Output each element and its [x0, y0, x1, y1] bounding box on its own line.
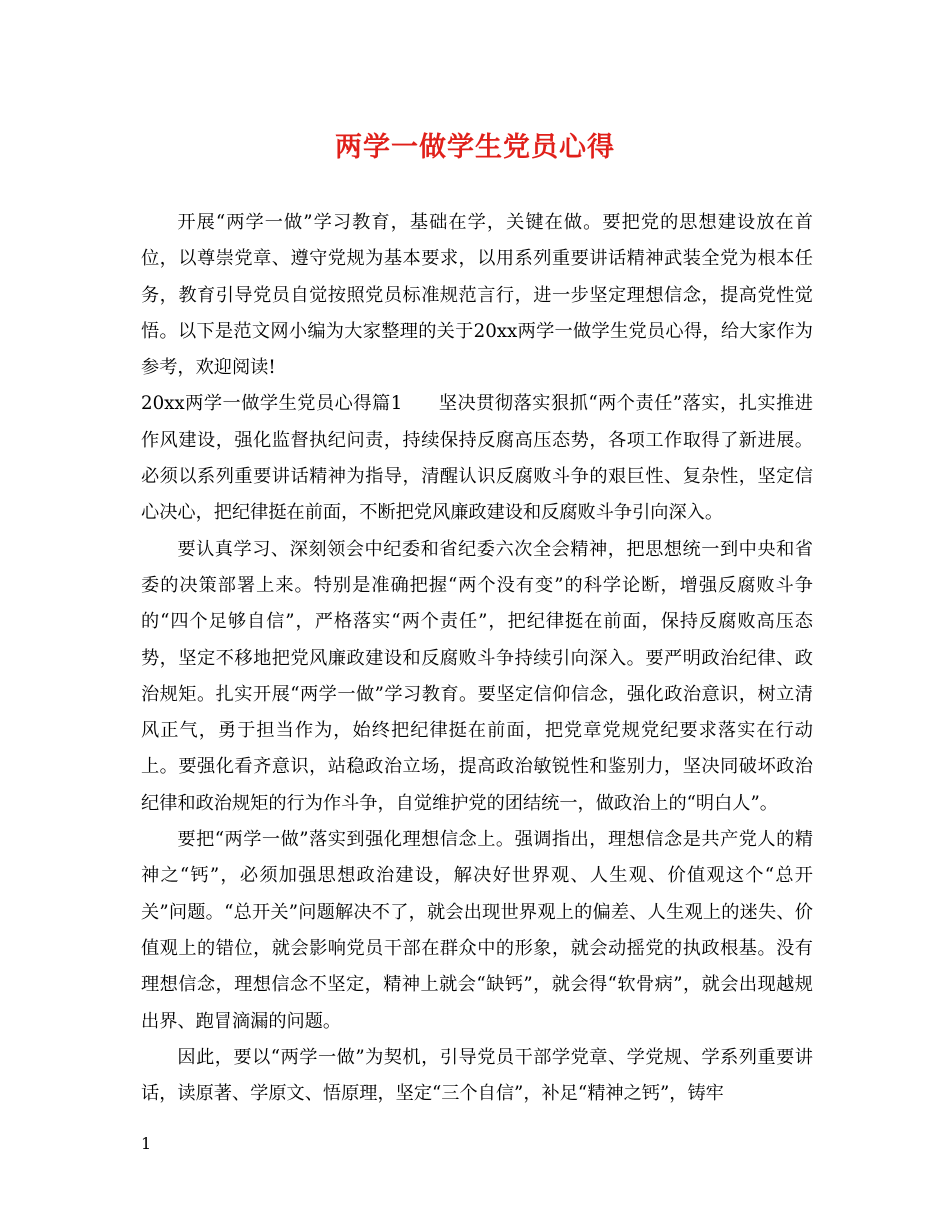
page-number: 1 — [141, 1134, 152, 1153]
body-paragraph-3: 因此，要以“两学一做”为契机，引导党员干部学党章、学党规、学系列重要讲话，读原著、学原文、悟原理，坚定“三个自信”，补足“精神之钙”，铸牢 — [141, 1046, 813, 1105]
body-paragraph-2: 要把“两学一做”落实到强化理想信念上。强调指出，理想信念是共产党人的精神之“钙”，必须加强思想政治建设，解决好世界观、人生观、价值观这个“总开关”问题。“总开关”问题解决不了，就会出现世界观上的偏差、人生观上的迷失、价值观上的错位，就会影响党员干部在群众中的形象，就会动摇党的执政根基。没有理想信念，理想信念不坚定，精神上就会“缺钙”，就会得“软骨病”，就会出现越规出界、跑冒滴漏的问题。 — [141, 829, 813, 1032]
section-heading: 20xx两学一做学生党员心得篇1 — [141, 393, 403, 415]
intro-paragraph: 开展“两学一做”学习教育，基础在学，关键在做。要把党的思想建设放在首位，以尊崇党章、遵守党规为基本要求，以用系列重要讲话精神武装全党为根本任务，教育引导党员自觉按照党员标准规范言行，进一步坚定理想信念，提高党性觉悟。以下是范文网小编为大家整理的关于20xx两学一做学生党员心得，给大家作为参考，欢迎阅读! — [141, 212, 813, 379]
section-first-paragraph: 坚决贯彻落实狠抓“两个责任”落实，扎实推进作风建设，强化监督执纪问责，持续保持反腐高压态势，各项工作取得了新进展。必须以系列重要讲话精神为指导，清醒认识反腐败斗争的艰巨性、复杂性，坚定信心决心，把纪律挺在前面，不断把党风廉政建设和反腐败斗争引向深入。 — [141, 393, 813, 524]
section-first-paragraph-block — [141, 386, 813, 531]
document-body — [141, 205, 813, 1112]
document-title: 两学一做学生党员心得 — [335, 132, 615, 163]
body-paragraph-1: 要认真学习、深刻领会中纪委和省纪委六次全会精神，把思想统一到中央和省委的决策部署上来。特别是准确把握“两个没有变”的科学论断，增强反腐败斗争的“四个足够自信”，严格落实“两个责任”，把纪律挺在前面，保持反腐败高压态势，坚定不移地把党风廉政建设和反腐败斗争持续引向深入。要严明政治纪律、政治规矩。扎实开展“两学一做”学习教育。要坚定信仰信念，强化政治意识，树立清风正气，勇于担当作为，始终把纪律挺在前面，把党章党规党纪要求落实在行动上。要强化看齐意识，站稳政治立场，提高政治敏锐性和鉴别力，坚决同破坏政治纪律和政治规矩的行为作斗争，自觉维护党的团结统一，做政治上的“明白人”。 — [141, 538, 813, 814]
